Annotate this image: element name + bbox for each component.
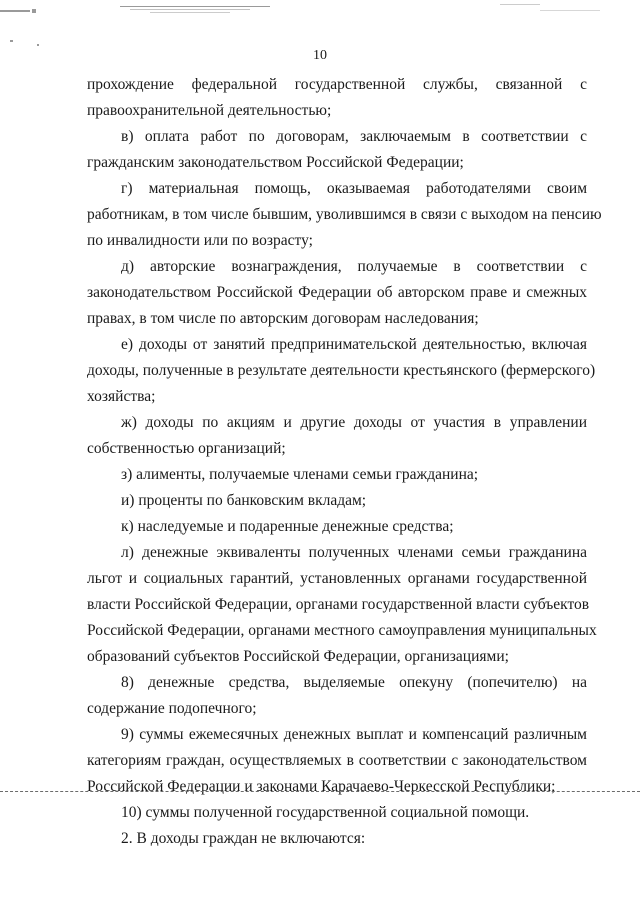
text-line: собственностью организаций; [87,440,286,457]
paragraph [87,254,587,332]
page-number: 10 [313,48,327,63]
paragraph [87,540,597,670]
text-line: гражданским законодательством Российской Федерации; [87,154,464,171]
text-line: хозяйства; [87,388,156,405]
text-line: льгот и социальных гарантий, установленных органами государственной [87,570,587,587]
text-line: образований субъектов Российской Федерации, организациями; [87,648,509,665]
paragraph [87,488,587,514]
text-line: власти Российской Федерации, органами государственной власти субъектов [87,596,590,613]
text-line: к) наследуемые и подаренные денежные средства; [121,518,454,535]
text-line: по инвалидности или по возрасту; [87,232,313,249]
text-line: работникам, в том числе бывшим, уволившимся в связи с выходом на пенсию [87,206,602,223]
text-line: г) материальная помощь, оказываемая работодателями своим [121,180,587,197]
paragraph [87,826,587,852]
text-line: з) алименты, получаемые членами семьи гражданина; [121,466,479,483]
paragraph [87,124,587,176]
text-line: Российской Федерации, органами местного самоуправления муниципальных [87,622,597,639]
text-line: доходы, полученные в результате деятельности крестьянского (фермерского) [87,362,596,379]
paragraph [87,462,587,488]
text-line: д) авторские вознаграждения, получаемые в соответствии с [121,258,587,275]
paragraph [87,332,596,410]
document-body [87,72,602,852]
text-line: категориям граждан, осуществляемых в соответствии с законодательством [87,752,587,769]
text-line: 9) суммы ежемесячных денежных выплат и компенсаций различным [121,726,587,743]
text-line: и) проценты по банковским вкладам; [121,492,367,509]
text-line: 10) суммы полученной государственной социальной помощи. [121,804,530,821]
paragraph [87,410,587,462]
text-line: правоохранительной деятельностью; [87,102,332,119]
text-line: ж) доходы по акциям и другие доходы от участия в управлении [121,414,587,431]
text-line: 2. В доходы граждан не включаются: [121,830,366,847]
scan-fold-line [0,791,640,792]
text-line: правах, в том числе по авторским договорам наследования; [87,310,479,327]
text-line: содержание подопечного; [87,700,257,717]
text-line: в) оплата работ по договорам, заключаемым в соответствии с [121,128,587,145]
text-line: 8) денежные средства, выделяемые опекуну (попечителю) на [121,674,587,691]
paragraph [87,722,587,800]
text-line: л) денежные эквиваленты полученных членами семьи гражданина [121,544,587,561]
paragraph [87,176,602,254]
text-line: Российской Федерации и законами Карачаево-Черкесской Республики; [87,778,556,795]
text-line: прохождение федеральной государственной службы, связанной с [87,76,587,93]
text-line: е) доходы от занятий предпринимательской деятельностью, включая [121,336,587,353]
paragraph [87,72,587,124]
paragraph [87,800,587,826]
text-line: законодательством Российской Федерации об авторском праве и смежных [87,284,587,301]
paragraph [87,670,587,722]
paragraph [87,514,587,540]
